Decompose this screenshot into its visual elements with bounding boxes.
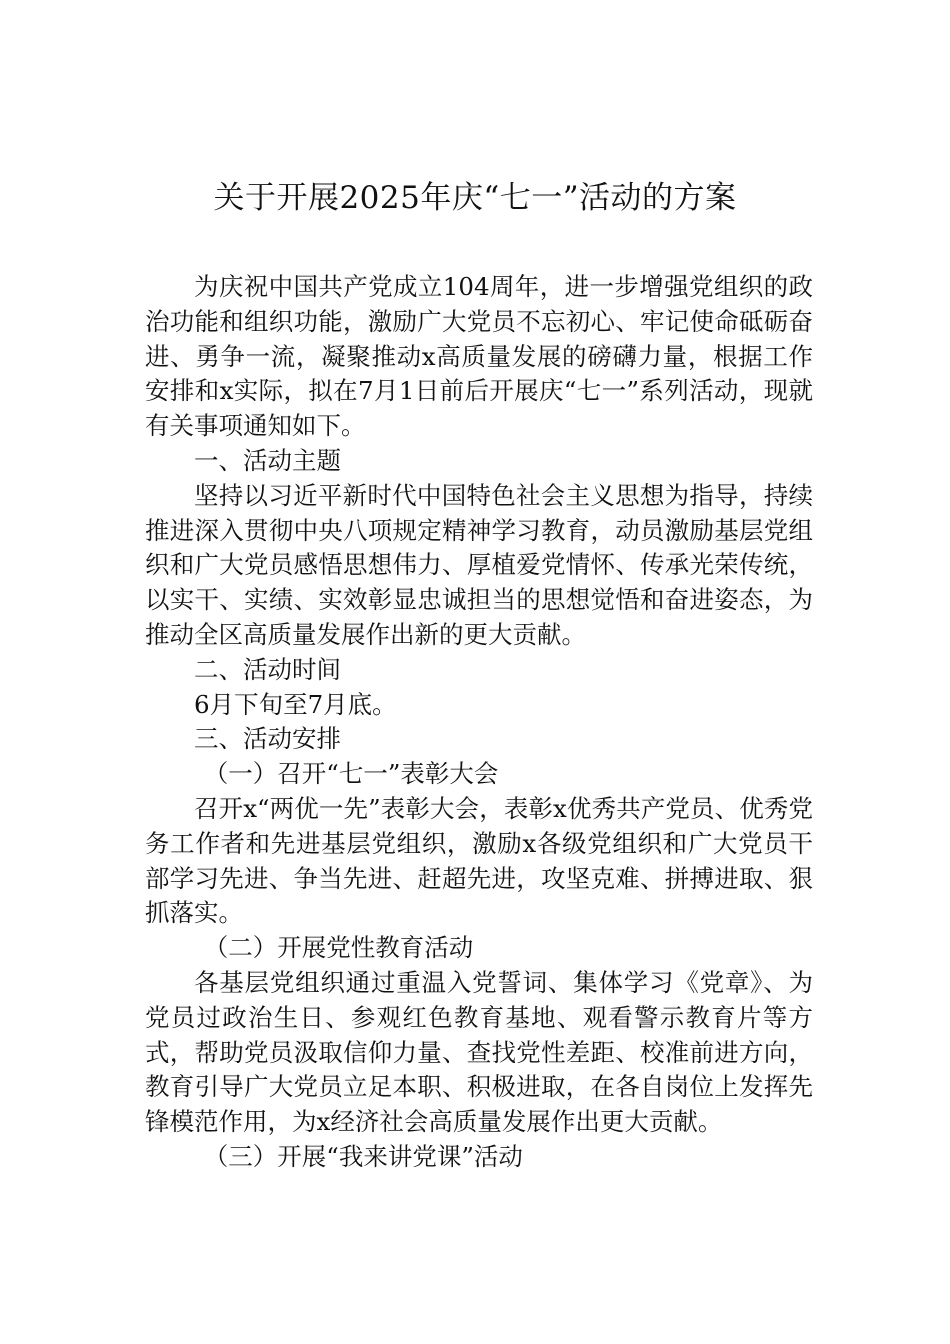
party-education-paragraph: 各基层党组织通过重温入党誓词、集体学习《党章》、为党员过政治生日、参观红色教育基地、观看警示教育片等方式，帮助党员汲取信仰力量、查找党性差距、校准前进方向，教育引导广大党员立足本职、积极进取，在各自岗位上发挥先锋模范作用，为x经济社会高质量发展作出更大贡献。 [145,967,813,1137]
intro-paragraph: 为庆祝中国共产党成立104周年，进一步增强党组织的政治功能和组织功能，激励广大党员不忘初心、牢记使命砥砺奋进、勇争一流，凝聚推动x高质量发展的磅礴力量，根据工作安排和x实际，拟在7月1日前后开展庆“七一”系列活动，现就有关事项通知如下。 [145,272,813,441]
document-title: 关于开展2025年庆“七一”活动的方案 [213,180,737,216]
section-heading-time: 二、活动时间 [194,654,341,684]
section-heading-arrangement: 三、活动安排 [194,724,341,754]
subheading-party-lecture: （三）开展“我来讲党课”活动 [203,1141,523,1171]
subheading-party-education: （二）开展党性教育活动 [203,933,474,963]
time-paragraph: 6月下旬至7月底。 [194,689,397,719]
subheading-commendation: （一）召开“七一”表彰大会 [203,759,499,789]
document-body [145,270,813,1175]
commendation-paragraph: 召开x“两优一先”表彰大会，表彰x优秀共产党员、优秀党务工作者和先进基层党组织，激励x各级党组织和广大党员干部学习先进、争当先进、赶超先进，攻坚克难、拼搏进取、狠抓落实。 [145,793,813,928]
theme-paragraph: 坚持以习近平新时代中国特色社会主义思想为指导，持续推进深入贯彻中央八项规定精神学习教育，动员激励基层党组织和广大党员感悟思想伟力、厚植爱党情怀、传承光荣传统，以实干、实绩、实效彰显忠诚担当的思想觉悟和奋进姿态，为推动全区高质量发展作出新的更大贡献。 [145,480,813,649]
section-heading-theme: 一、活动主题 [194,445,341,475]
